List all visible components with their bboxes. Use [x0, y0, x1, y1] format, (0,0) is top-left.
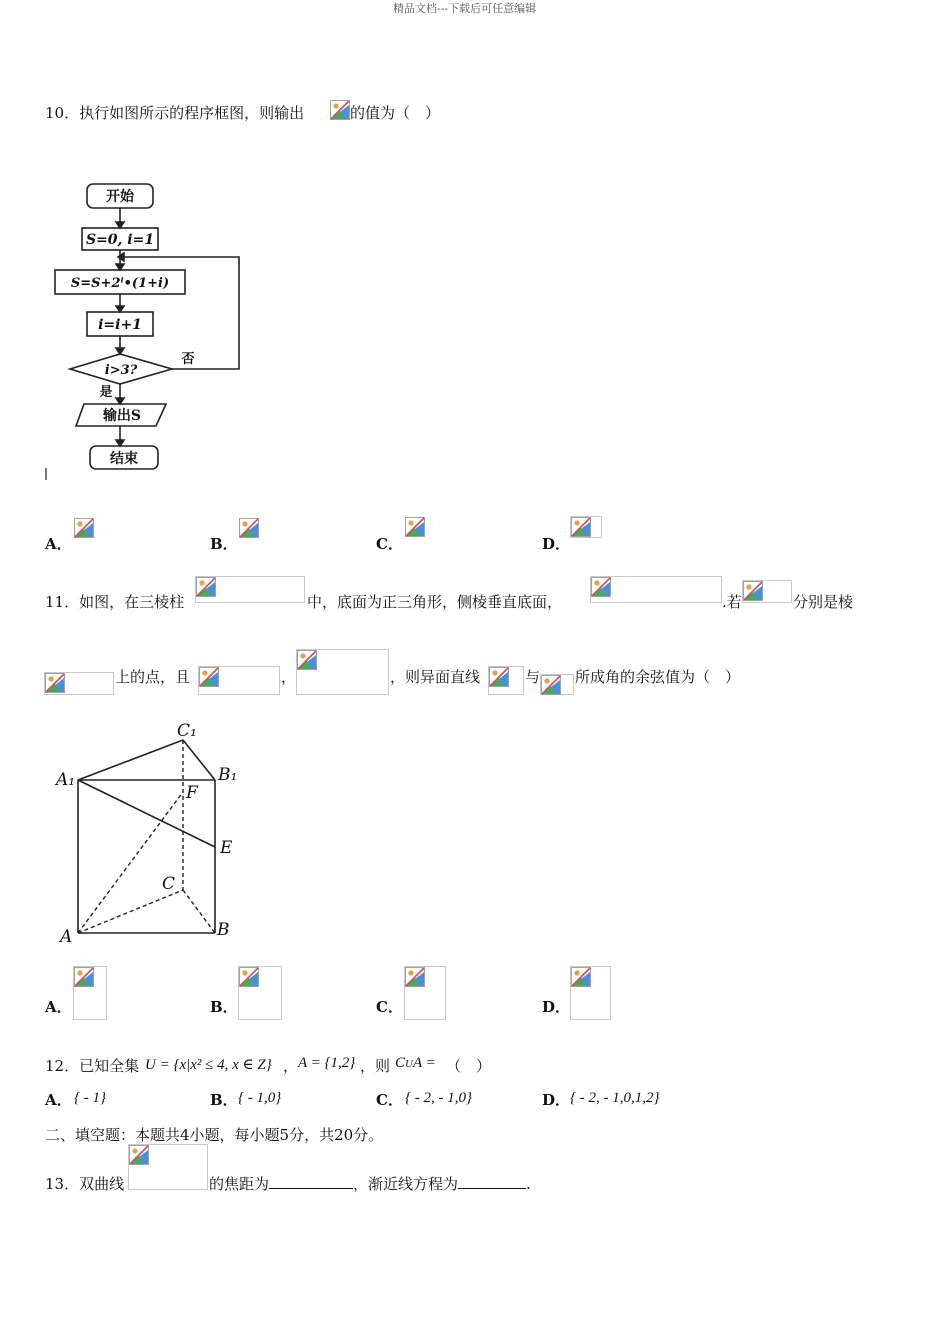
broken-image-icon [571, 517, 591, 537]
broken-image-icon [129, 1145, 149, 1165]
flow-no-label: 否 [181, 352, 195, 367]
q10-option-a-label: A． [45, 535, 72, 553]
point-f-label: F [186, 783, 198, 803]
q12-option-d-label: D． [542, 1091, 571, 1109]
broken-image-icon [239, 518, 259, 538]
image-placeholder [198, 666, 280, 695]
vertex-a-label: A [60, 927, 73, 947]
flow-cond-label: i>3? [104, 363, 138, 378]
q11-text-2: 中，底面为正三角形，侧棱垂直底面， [307, 593, 563, 611]
flow-output-label: 输出S [102, 408, 142, 424]
broken-image-icon [489, 667, 509, 687]
image-placeholder [570, 516, 602, 538]
flow-start-label: 开始 [106, 189, 134, 205]
q12-text-2: ，则 [360, 1057, 391, 1075]
flow-yes-label: 是 [99, 385, 113, 400]
q10-option-b-label: B． [210, 535, 238, 553]
image-placeholder [540, 674, 574, 695]
vertex-c1-label: C₁ [177, 721, 197, 741]
q11-text-8: 与 [525, 668, 541, 686]
q11-option-c-label: C． [376, 998, 403, 1016]
q13-text-1: 13．双曲线 [45, 1175, 125, 1193]
q12-option-a-value: { - 1} [74, 1090, 106, 1106]
flow-update-label: S=S+2ⁱ•(1+i) [70, 276, 170, 291]
q11-text-7: ，则异面直线 [390, 668, 481, 686]
q10-option-c-label: C． [376, 535, 403, 553]
q13-text-2: 的焦距为 [209, 1175, 270, 1193]
q11-text-9: 所成角的余弦值为（ ） [575, 668, 741, 686]
image-placeholder [195, 576, 305, 603]
q12-text-3: （ ） [446, 1057, 492, 1075]
broken-image-icon [405, 517, 425, 537]
q12-complement: C [395, 1055, 406, 1071]
broken-image-icon [743, 581, 763, 601]
q10-flowchart [40, 170, 260, 485]
broken-image-icon [239, 967, 259, 987]
q11-option-d-label: D． [542, 998, 571, 1016]
broken-image-icon [45, 673, 65, 693]
vertex-b-label: B [217, 920, 230, 940]
q12-option-a-label: A． [45, 1091, 72, 1109]
q11-option-b-label: B． [210, 998, 238, 1016]
image-placeholder [570, 966, 611, 1020]
flow-inc-label: i=i+1 [98, 317, 142, 333]
flow-init-label: S=0, i=1 [85, 232, 155, 248]
q12-sep: ， [283, 1057, 299, 1075]
q12-complement-set: A = [412, 1055, 436, 1071]
vertex-a1-label: A₁ [56, 770, 76, 790]
q12-complement-sub: U [405, 1058, 413, 1070]
q11-text-1: 11．如图，在三棱柱 [45, 593, 185, 611]
q12-set-a: A = {1,2} [298, 1055, 356, 1071]
q12-text-1: 12．已知全集 [45, 1057, 140, 1075]
q11-text-5: 上的点，且 [115, 668, 191, 686]
q12-option-c-label: C． [376, 1091, 403, 1109]
q13-answer-blank-2[interactable] [458, 1174, 526, 1189]
image-placeholder [128, 1144, 208, 1190]
broken-image-icon [571, 967, 591, 987]
q11-text-3: .若 [722, 593, 742, 611]
section-2-heading: 二、填空题：本题共4小题，每小题5分，共20分。 [45, 1126, 384, 1144]
image-placeholder [742, 580, 792, 603]
q10-option-d-label: D． [542, 535, 571, 553]
q13-text-3: ，渐近线方程为 [353, 1175, 459, 1193]
q12-option-b-label: B． [210, 1091, 238, 1109]
image-placeholder [590, 576, 722, 603]
image-placeholder [44, 672, 114, 695]
broken-image-icon [541, 675, 561, 695]
q12-option-c-value: { - 2, - 1,0} [405, 1090, 472, 1106]
image-placeholder [296, 649, 389, 695]
image-placeholder [238, 966, 282, 1020]
image-placeholder [488, 666, 524, 695]
image-placeholder [73, 966, 107, 1020]
broken-image-icon [591, 577, 611, 597]
q13-answer-blank-1[interactable] [269, 1174, 353, 1189]
broken-image-icon [74, 967, 94, 987]
broken-image-icon [297, 650, 317, 670]
flow-end-label: 结束 [110, 451, 138, 467]
broken-image-icon [74, 518, 94, 538]
q11-text-6: ， [281, 668, 297, 686]
q13-text-4: . [526, 1175, 531, 1193]
q11-prism-figure [40, 712, 260, 952]
image-placeholder [404, 966, 446, 1020]
broken-image-icon [330, 100, 350, 120]
point-e-label: E [220, 838, 233, 858]
q12-option-b-value: { - 1,0} [238, 1090, 282, 1106]
q10-stem-a: 10．执行如图所示的程序框图，则输出 [45, 104, 305, 122]
vertex-c-label: C [162, 874, 176, 894]
broken-image-icon [199, 667, 219, 687]
q11-option-a-label: A． [45, 998, 72, 1016]
q12-set-u: U = {x|x² ≤ 4, x ∈ Z} [145, 1057, 272, 1073]
broken-image-icon [405, 967, 425, 987]
page-header: 精品文档---下载后可任意编辑 [393, 2, 537, 15]
vertex-b1-label: B₁ [218, 765, 238, 785]
q11-text-4: 分别是棱 [793, 593, 854, 611]
broken-image-icon [196, 577, 216, 597]
q10-stem-b: 的值为（ ） [350, 104, 441, 122]
q12-option-d-value: { - 2, - 1,0,1,2} [570, 1090, 660, 1106]
